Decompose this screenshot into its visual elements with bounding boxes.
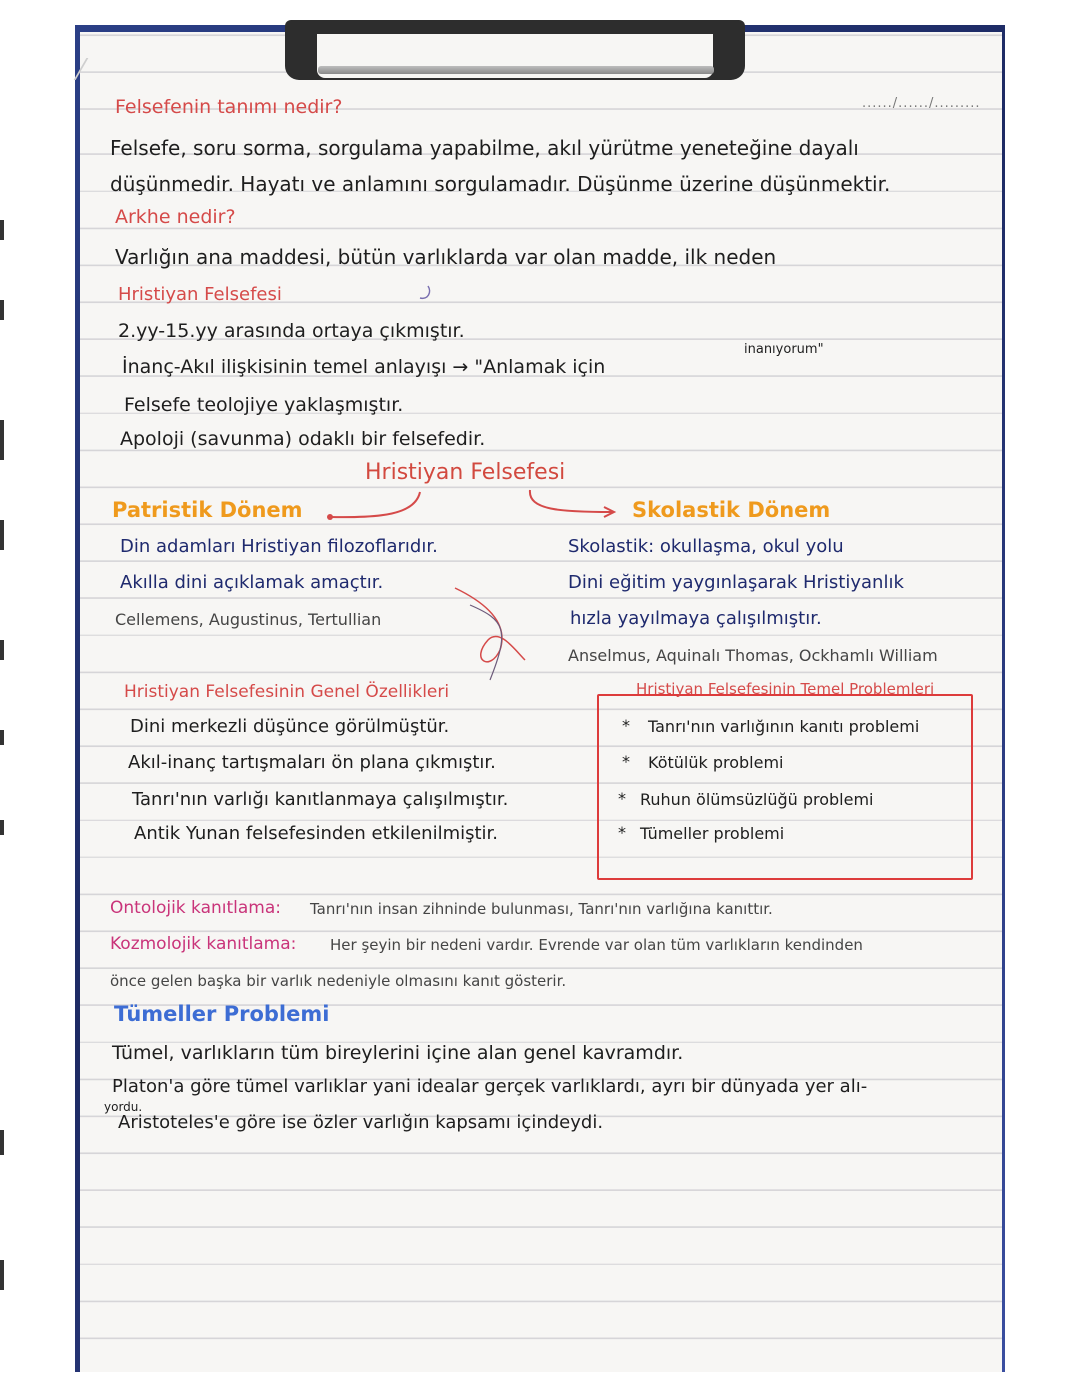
hristiyan-text-2: İnanç-Akıl ilişkisinin temel anlayışı → "Anlamak için [122,356,606,378]
hristiyan-text-1: 2.yy-15.yy arasında ortaya çıkmıştır. [118,320,465,342]
skolastik-heading: Skolastik Dönem [632,498,831,522]
temel-item: Tanrı'nın varlığının kanıtı problemi [648,717,920,736]
hristiyan-text-3: Felsefe teolojiye yaklaşmıştır. [124,394,404,416]
tumeller-text-3: Aristoteles'e göre ise özler varlığın kapsamı içindeydi. [118,1112,604,1133]
skolastik-text-2: Dini eğitim yaygınlaşarak Hristiyanlık [568,572,904,593]
genel-heading: Hristiyan Felsefesinin Genel Özellikleri [124,682,450,702]
temel-bullet-icon: * [622,752,630,771]
hristiyan-text-4: Apoloji (savunma) odaklı bir felsefedir. [120,428,486,450]
patristik-heading: Patristik Dönem [112,498,303,522]
patristik-text-2: Akılla dini açıklamak amaçtır. [120,572,384,593]
skolastik-text-3: hızla yayılmaya çalışılmıştır. [570,608,822,629]
felsefe-heading: Felsefenin tanımı nedir? [115,96,343,118]
hristiyan-heading: Hristiyan Felsefesi [118,284,282,305]
hristiyan-note: inanıyorum" [744,342,824,357]
tumeller-text-2b: yordu. [104,1100,143,1114]
ontolojik-text: Tanrı'nın insan zihninde bulunması, Tanrı'nın varlığına kanıttır. [310,900,773,918]
skolastik-text-1: Skolastik: okullaşma, okul yolu [568,536,844,557]
kozmolojik-text-2: önce gelen başka bir varlık nedeniyle olmasını kanıt gösterir. [110,972,567,990]
genel-item: Akıl-inanç tartışmaları ön plana çıkmıştır. [128,752,496,773]
felsefe-text-2: düşünmedir. Hayatı ve anlamını sorgulamadır. Düşünme üzerine düşünmektir. [110,172,891,196]
ontolojik-label: Ontolojik kanıtlama: [110,898,282,918]
patristik-names: Cellemens, Augustinus, Tertullian [115,610,382,629]
temel-bullet-icon: * [622,716,630,735]
kozmolojik-text-1: Her şeyin bir nedeni vardır. Evrende var olan tüm varlıkların kendinden [330,936,863,954]
temel-bullet-icon: * [618,823,626,842]
date-field: ....../....../......... [862,96,981,111]
genel-item: Antik Yunan felsefesinden etkilenilmiştir. [134,823,499,844]
felsefe-text-1: Felsefe, soru sorma, sorgulama yapabilme, akıl yürütme yeneteğine dayalı [110,136,859,160]
patristik-text-1: Din adamları Hristiyan filozoflarıdır. [120,536,438,557]
genel-item: Dini merkezli düşünce görülmüştür. [130,716,450,737]
arkhe-heading: Arkhe nedir? [115,206,236,228]
temel-item: Ruhun ölümsüzlüğü problemi [640,790,874,809]
kozmolojik-label: Kozmolojik kanıtlama: [110,934,297,954]
skolastik-names: Anselmus, Aquinalı Thomas, Ockhamlı William [568,646,938,665]
arkhe-text: Varlığın ana maddesi, bütün varlıklarda var olan madde, ilk neden [115,245,777,269]
temel-item: Tümeller problemi [640,824,785,843]
temel-heading: Hristiyan Felsefesinin Temel Problemleri [636,680,935,698]
tumeller-text-1: Tümel, varlıkların tüm bireylerini içine alan genel kavramdır. [112,1042,684,1064]
temel-item: Kötülük problemi [648,753,784,772]
tumeller-text-2: Platon'a göre tümel varlıklar yani idealar gerçek varlıklardı, ayrı bir dünyada yer alı- [112,1076,868,1097]
tumeller-heading: Tümeller Problemi [114,1002,330,1026]
temel-bullet-icon: * [618,789,626,808]
branch-heading: Hristiyan Felsefesi [365,460,566,485]
genel-item: Tanrı'nın varlığı kanıtlanmaya çalışılmıştır. [132,789,509,810]
